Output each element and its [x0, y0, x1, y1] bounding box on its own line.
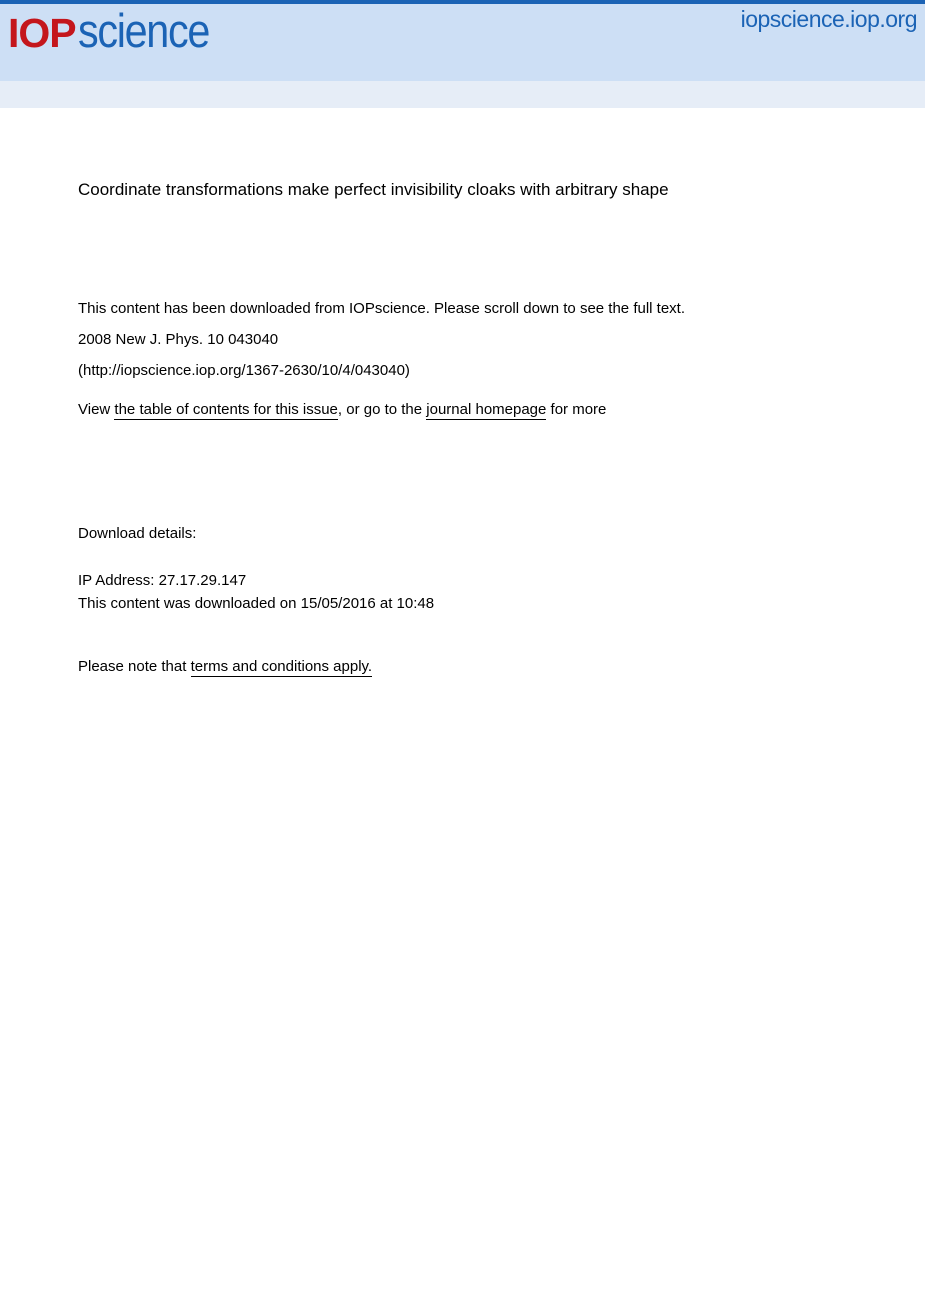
view-prefix: View [78, 401, 115, 418]
logo-iop-text: IOP [8, 10, 76, 56]
header-subband [0, 81, 925, 108]
site-url-link[interactable]: iopscience.iop.org [740, 6, 917, 32]
article-url: (http://iopscience.iop.org/1367-2630/10/4/043040) [78, 362, 410, 379]
journal-homepage-link[interactable]: journal homepage [426, 401, 547, 418]
table-of-contents-link[interactable]: the table of contents for this issue [114, 401, 338, 418]
view-middle: , or go to the [337, 401, 427, 418]
terms-note [78, 657, 372, 677]
download-details-heading: Download details: [78, 525, 197, 542]
view-suffix: for more [546, 401, 607, 418]
view-more-line [78, 400, 606, 420]
citation: 2008 New J. Phys. 10 043040 [78, 331, 279, 348]
download-note: This content has been downloaded from IOPscience. Please scroll down to see the full text. [78, 300, 686, 317]
terms-and-conditions-link[interactable]: terms and conditions apply. [190, 658, 373, 675]
logo-science-text: science [77, 4, 209, 57]
ip-address: IP Address: 27.17.29.147 [78, 572, 247, 589]
terms-note-prefix: Please note that [78, 658, 191, 675]
download-date: This content was downloaded on 15/05/2016 at 10:48 [78, 595, 435, 612]
iopscience-logo[interactable] [8, 2, 227, 60]
article-title: Coordinate transformations make perfect invisibility cloaks with arbitrary shape [78, 180, 669, 199]
